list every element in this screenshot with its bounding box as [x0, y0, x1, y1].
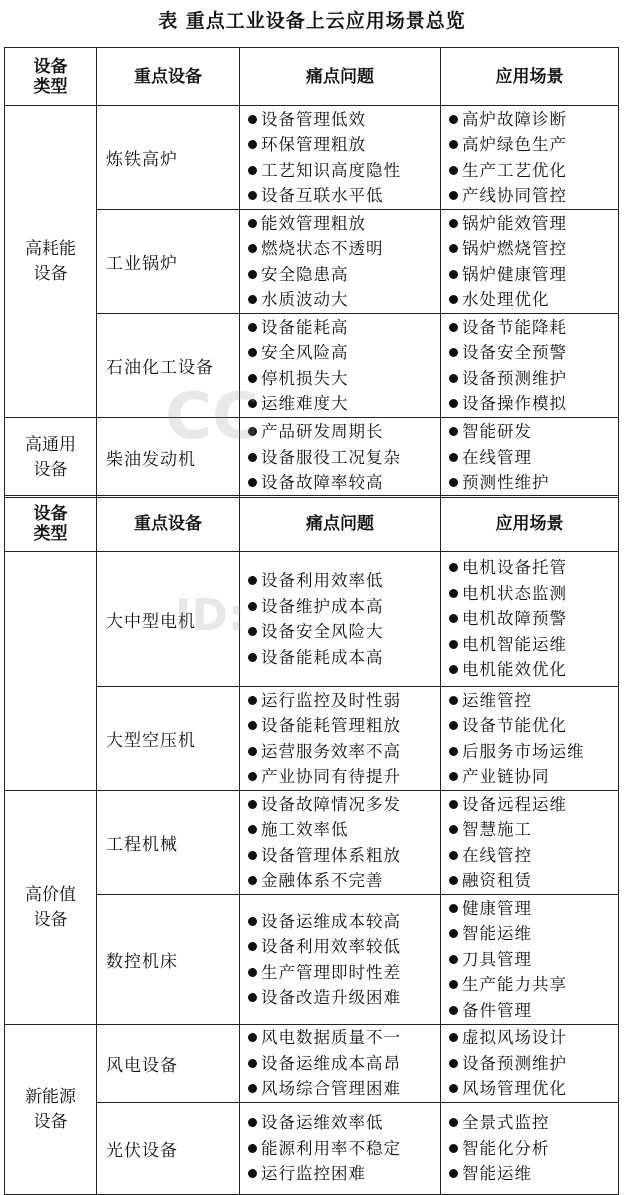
watermark-top: CC — [165, 380, 259, 454]
list-item — [248, 1076, 440, 1102]
list-item-text: 设备改造升级困难 — [261, 988, 401, 1007]
bullet-icon — [449, 563, 458, 572]
list-item-text: 电机故障预警 — [462, 609, 567, 629]
list-item — [449, 792, 618, 818]
list-item-text: 水处理优化 — [462, 290, 550, 309]
list-item — [248, 713, 440, 739]
list-item-text: 后服务市场运维 — [462, 741, 585, 761]
list-item — [248, 688, 440, 714]
list-item — [248, 211, 440, 237]
device-type-cell: 新能源 设备 — [5, 1025, 97, 1195]
list-item — [449, 632, 618, 658]
list-item — [248, 262, 440, 288]
bullet-icon — [248, 968, 257, 977]
list-item-text: 工艺知识高度隐性 — [261, 160, 401, 180]
header-pain: 痛点问题 — [240, 496, 441, 552]
list-item-text: 生产工艺优化 — [462, 160, 567, 180]
bullet-icon — [248, 721, 257, 730]
list-item — [449, 998, 618, 1024]
bullet-icon — [449, 140, 458, 149]
bullet-icon — [449, 665, 458, 674]
pain-points-cell — [240, 895, 441, 1025]
scenarios-cell — [441, 552, 619, 687]
list-item-text: 锅炉健康管理 — [462, 264, 567, 284]
list-item-text: 施工效率低 — [261, 820, 349, 839]
list-item — [449, 470, 618, 496]
bullet-icon — [449, 980, 458, 989]
list-item-text: 设备互联水平低 — [261, 186, 384, 205]
list-item-text: 设备服役工况复杂 — [261, 447, 401, 467]
list-item — [248, 366, 440, 392]
equipment-cell: 工程机械 — [97, 791, 240, 895]
list-item-text: 锅炉能效管理 — [462, 213, 567, 233]
bullet-icon — [248, 295, 257, 304]
bullet-icon — [449, 348, 458, 357]
list-item-text: 安全风险高 — [261, 343, 349, 362]
header-scenario: 应用场景 — [441, 48, 619, 106]
device-type-cell: 高耗能 设备 — [5, 106, 97, 418]
table-row — [5, 210, 619, 314]
list-item-text: 能效管理粗放 — [261, 213, 366, 233]
list-item — [449, 739, 618, 765]
scenarios-cell — [441, 895, 619, 1025]
list-item-text: 运维难度大 — [261, 394, 349, 413]
list-item — [449, 158, 618, 184]
list-item-text: 运营服务效率不高 — [261, 741, 401, 761]
bullet-icon — [248, 602, 257, 611]
list-item-text: 设备能耗高 — [261, 317, 349, 337]
list-item-text: 设备能耗成本高 — [261, 647, 384, 667]
bullet-icon — [449, 166, 458, 175]
bullet-icon — [449, 955, 458, 964]
bullet-icon — [449, 1118, 458, 1127]
bullet-icon — [248, 427, 257, 436]
list-item — [248, 340, 440, 366]
bullet-icon — [248, 800, 257, 809]
list-item-text: 智能研发 — [462, 422, 532, 442]
list-item — [248, 934, 440, 960]
bullet-icon — [449, 800, 458, 809]
scenarios-cell — [441, 106, 619, 210]
bullet-icon — [449, 1169, 458, 1178]
bullet-icon — [449, 851, 458, 860]
list-item-text: 能源利用率不稳定 — [261, 1138, 401, 1158]
list-item-text: 设备运维成本高昂 — [261, 1053, 401, 1073]
pain-points-cell — [240, 106, 441, 210]
table-row — [5, 552, 619, 687]
header-scenario: 应用场景 — [441, 496, 619, 552]
header-equipment: 重点设备 — [97, 496, 240, 552]
list-item-text: 产业链协同 — [462, 767, 550, 786]
bullet-icon — [248, 191, 257, 200]
list-item — [449, 1051, 618, 1077]
list-item — [248, 619, 440, 645]
list-item-text: 高炉绿色生产 — [462, 135, 567, 154]
list-item — [449, 868, 618, 894]
equipment-cell: 光伏设备 — [97, 1103, 240, 1195]
list-item — [449, 1076, 618, 1102]
bullet-icon — [248, 323, 257, 332]
list-item — [248, 792, 440, 818]
bullet-icon — [248, 453, 257, 462]
bullet-icon — [449, 747, 458, 756]
list-item-text: 设备节能降耗 — [462, 317, 567, 337]
list-item — [248, 132, 440, 158]
device-type-cell — [5, 552, 97, 791]
list-item — [449, 1110, 618, 1136]
list-item-text: 停机损失大 — [261, 368, 349, 388]
bullet-icon — [248, 653, 257, 662]
device-type-cell: 高通用 设备 — [5, 418, 97, 498]
equipment-cell: 大中型电机 — [97, 552, 240, 687]
header-row — [5, 496, 619, 552]
bullet-icon — [248, 1169, 257, 1178]
list-item — [248, 1110, 440, 1136]
bullet-icon — [248, 825, 257, 834]
bullet-icon — [248, 478, 257, 487]
list-item-text: 设备运维效率低 — [261, 1113, 384, 1133]
bullet-icon — [449, 876, 458, 885]
list-item — [248, 594, 440, 620]
list-item-text: 智能运维 — [462, 924, 532, 944]
list-item-text: 安全隐患高 — [261, 264, 349, 284]
list-item-text: 设备节能优化 — [462, 716, 567, 735]
list-item-text: 风场综合管理困难 — [261, 1079, 401, 1099]
list-item-text: 产线协同管控 — [462, 186, 567, 205]
bullet-icon — [449, 478, 458, 487]
bullet-icon — [449, 453, 458, 462]
list-item-text: 生产能力共享 — [462, 975, 567, 995]
list-item-text: 设备管理低效 — [261, 109, 366, 129]
list-item-text: 虚拟风场设计 — [462, 1028, 567, 1048]
list-item — [248, 1136, 440, 1162]
scenarios-cell — [441, 791, 619, 895]
list-item — [449, 606, 618, 632]
list-item-text: 锅炉燃烧管控 — [462, 239, 567, 258]
list-item-text: 设备故障率较高 — [261, 473, 384, 493]
list-item-text: 设备利用效率低 — [261, 571, 384, 590]
list-item-text: 电机状态监测 — [462, 583, 567, 603]
list-item — [449, 107, 618, 133]
list-item — [248, 985, 440, 1011]
list-item — [248, 764, 440, 790]
list-item — [248, 568, 440, 594]
table-row — [5, 895, 619, 1025]
list-item — [449, 366, 618, 392]
list-item — [449, 236, 618, 262]
list-item — [449, 972, 618, 998]
list-item — [248, 739, 440, 765]
bullet-icon — [449, 219, 458, 228]
list-item-text: 环保管理粗放 — [261, 135, 366, 154]
overview-table-part-2 — [4, 495, 619, 1195]
table-title: 表 重点工业设备上云应用场景总览 — [158, 10, 466, 32]
list-item-text: 运行监控及时性弱 — [261, 690, 401, 710]
list-item-text: 生产管理即时性差 — [261, 962, 401, 982]
scenarios-cell — [441, 314, 619, 418]
bullet-icon — [449, 374, 458, 383]
list-item — [449, 688, 618, 714]
list-item — [449, 713, 618, 739]
list-item-text: 水质波动大 — [261, 290, 349, 309]
header-type: 设备 类型 — [5, 496, 97, 552]
bullet-icon — [248, 1033, 257, 1042]
list-item-text: 预测性维护 — [462, 473, 550, 493]
list-item — [449, 419, 618, 445]
list-item — [248, 843, 440, 869]
list-item — [449, 132, 618, 158]
equipment-cell: 柴油发动机 — [97, 418, 240, 498]
bullet-icon — [449, 1006, 458, 1015]
list-item — [248, 909, 440, 935]
list-item — [248, 391, 440, 417]
bullet-icon — [248, 747, 257, 756]
watermark-bottom: ID: — [175, 590, 246, 641]
bullet-icon — [449, 904, 458, 913]
list-item-text: 产品研发周期长 — [261, 422, 384, 442]
list-item — [248, 236, 440, 262]
scenarios-cell — [441, 1025, 619, 1103]
bullet-icon — [248, 993, 257, 1002]
list-item-text: 设备安全预警 — [462, 343, 567, 362]
list-item — [449, 555, 618, 581]
list-item — [248, 470, 440, 496]
bullet-icon — [449, 244, 458, 253]
list-item-text: 在线管控 — [462, 845, 532, 865]
list-item-text: 设备操作模拟 — [462, 394, 567, 413]
list-item — [248, 1025, 440, 1051]
table-row — [5, 1103, 619, 1195]
pain-points-cell — [240, 1025, 441, 1103]
scenarios-cell — [441, 687, 619, 791]
scenarios-cell — [441, 1103, 619, 1195]
bullet-icon — [248, 219, 257, 228]
bullet-icon — [449, 614, 458, 623]
bullet-icon — [248, 942, 257, 951]
bullet-icon — [248, 374, 257, 383]
bullet-icon — [449, 399, 458, 408]
bullet-icon — [449, 696, 458, 705]
list-item-text: 电机智能运维 — [462, 634, 567, 654]
list-item-text: 刀具管理 — [462, 949, 532, 969]
list-item-text: 电机能效优化 — [462, 660, 567, 680]
list-item — [248, 183, 440, 209]
table-row — [5, 106, 619, 210]
list-item-text: 设备管理体系粗放 — [261, 845, 401, 865]
bullet-icon — [449, 323, 458, 332]
header-row — [5, 48, 619, 106]
equipment-cell: 炼铁高炉 — [97, 106, 240, 210]
list-item — [248, 868, 440, 894]
bullet-icon — [449, 115, 458, 124]
bullet-icon — [449, 1144, 458, 1153]
list-item — [449, 391, 618, 417]
bullet-icon — [449, 191, 458, 200]
bullet-icon — [248, 244, 257, 253]
equipment-cell: 大型空压机 — [97, 687, 240, 791]
pain-points-cell — [240, 791, 441, 895]
list-item-text: 智能化分析 — [462, 1138, 550, 1158]
list-item-text: 运维管控 — [462, 690, 532, 710]
list-item-text: 金融体系不完善 — [261, 871, 384, 890]
list-item-text: 燃烧状态不透明 — [261, 239, 384, 258]
list-item — [449, 657, 618, 683]
list-item — [449, 445, 618, 471]
pain-points-cell — [240, 314, 441, 418]
bullet-icon — [449, 772, 458, 781]
table-row — [5, 1025, 619, 1103]
list-item-text: 设备预测维护 — [462, 368, 567, 388]
list-item — [248, 287, 440, 313]
pain-points-cell — [240, 552, 441, 687]
bullet-icon — [248, 348, 257, 357]
list-item-text: 智能运维 — [462, 1164, 532, 1184]
bullet-icon — [248, 917, 257, 926]
list-item — [449, 262, 618, 288]
list-item — [248, 1051, 440, 1077]
bullet-icon — [449, 1084, 458, 1093]
list-item — [449, 1025, 618, 1051]
table-row — [5, 314, 619, 418]
bullet-icon — [248, 1059, 257, 1068]
list-item — [248, 817, 440, 843]
list-item-text: 设备运维成本较高 — [261, 911, 401, 931]
list-item — [449, 581, 618, 607]
equipment-cell: 数控机床 — [97, 895, 240, 1025]
list-item — [449, 340, 618, 366]
bullet-icon — [248, 851, 257, 860]
bullet-icon — [248, 1144, 257, 1153]
equipment-cell: 风电设备 — [97, 1025, 240, 1103]
list-item — [449, 315, 618, 341]
pain-points-cell — [240, 687, 441, 791]
list-item-text: 高炉故障诊断 — [462, 109, 567, 129]
list-item-text: 设备安全风险大 — [261, 622, 384, 641]
device-type-cell: 高价值 设备 — [5, 791, 97, 1025]
list-item — [248, 645, 440, 671]
bullet-icon — [248, 876, 257, 885]
list-item — [449, 183, 618, 209]
list-item-text: 风电数据质量不一 — [261, 1028, 401, 1048]
list-item-text: 设备故障情况多发 — [261, 794, 401, 814]
list-item — [248, 158, 440, 184]
list-item — [449, 817, 618, 843]
list-item-text: 设备维护成本高 — [261, 596, 384, 616]
bullet-icon — [248, 696, 257, 705]
list-item-text: 设备远程运维 — [462, 794, 567, 814]
bullet-icon — [248, 140, 257, 149]
header-type: 设备 类型 — [5, 48, 97, 106]
list-item-text: 健康管理 — [462, 898, 532, 918]
list-item-text: 风场管理优化 — [462, 1079, 567, 1099]
list-item — [449, 947, 618, 973]
list-item-text: 智慧施工 — [462, 820, 532, 839]
list-item — [449, 896, 618, 922]
overview-table-part-1 — [4, 47, 619, 498]
list-item-text: 备件管理 — [462, 1000, 532, 1020]
pain-points-cell — [240, 418, 441, 498]
bullet-icon — [449, 427, 458, 436]
header-equipment: 重点设备 — [97, 48, 240, 106]
bullet-icon — [248, 627, 257, 636]
list-item — [449, 921, 618, 947]
pain-points-cell — [240, 210, 441, 314]
list-item — [449, 211, 618, 237]
list-item-text: 全景式监控 — [462, 1113, 550, 1133]
list-item — [449, 287, 618, 313]
bullet-icon — [248, 576, 257, 585]
list-item-text: 在线管理 — [462, 447, 532, 467]
pain-points-cell — [240, 1103, 441, 1195]
list-item — [449, 1136, 618, 1162]
list-item — [449, 843, 618, 869]
bullet-icon — [449, 270, 458, 279]
bullet-icon — [449, 1033, 458, 1042]
list-item — [449, 1161, 618, 1187]
bullet-icon — [449, 1059, 458, 1068]
bullet-icon — [449, 825, 458, 834]
list-item — [248, 960, 440, 986]
bullet-icon — [449, 721, 458, 730]
bullet-icon — [449, 640, 458, 649]
table-row — [5, 687, 619, 791]
bullet-icon — [449, 929, 458, 938]
scenarios-cell — [441, 210, 619, 314]
bullet-icon — [248, 772, 257, 781]
equipment-cell: 石油化工设备 — [97, 314, 240, 418]
bullet-icon — [248, 270, 257, 279]
bullet-icon — [248, 399, 257, 408]
list-item-text: 运行监控困难 — [261, 1164, 366, 1184]
table-row — [5, 418, 619, 498]
list-item-text: 产业协同有待提升 — [261, 767, 401, 786]
bullet-icon — [449, 589, 458, 598]
list-item — [248, 1161, 440, 1187]
list-item-text: 电机设备托管 — [462, 558, 567, 578]
scenarios-cell — [441, 418, 619, 498]
bullet-icon — [248, 1118, 257, 1127]
list-item-text: 设备预测维护 — [462, 1053, 567, 1073]
list-item — [248, 107, 440, 133]
bullet-icon — [248, 1084, 257, 1093]
list-item-text: 设备能耗管理粗放 — [261, 716, 401, 735]
bullet-icon — [449, 295, 458, 304]
list-item-text: 设备利用效率较低 — [261, 937, 401, 956]
list-item — [248, 419, 440, 445]
equipment-cell: 工业锅炉 — [97, 210, 240, 314]
list-item — [248, 315, 440, 341]
list-item — [248, 445, 440, 471]
list-item-text: 融资租赁 — [462, 871, 532, 890]
table-row — [5, 791, 619, 895]
bullet-icon — [248, 166, 257, 175]
bullet-icon — [248, 115, 257, 124]
header-pain: 痛点问题 — [240, 48, 441, 106]
list-item — [449, 764, 618, 790]
